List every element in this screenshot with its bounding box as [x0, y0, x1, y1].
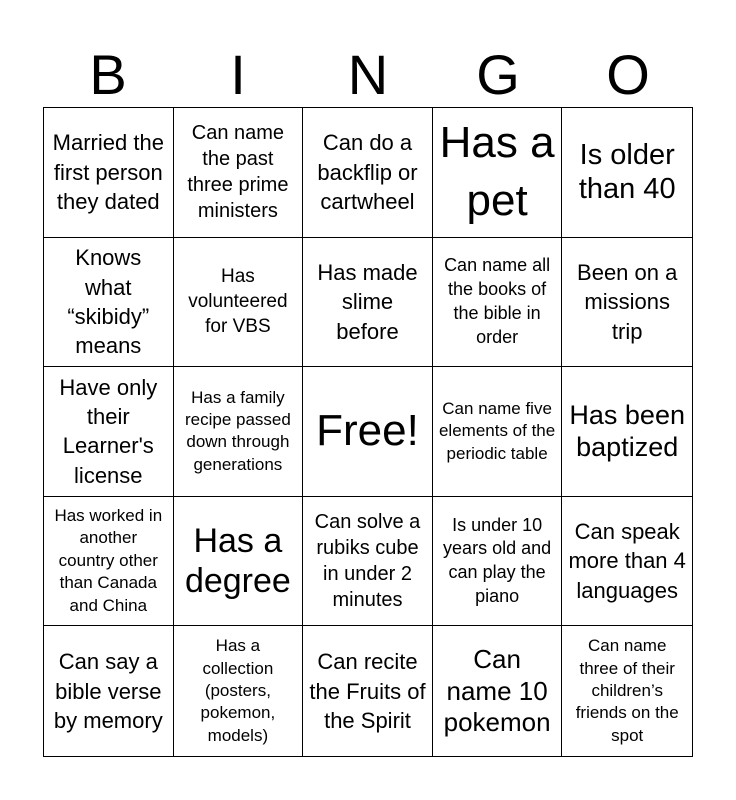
bingo-header [43, 40, 693, 110]
bingo-cell-text: Free! [316, 406, 419, 456]
bingo-cell-text: Has made slime before [317, 260, 418, 344]
bingo-cell-text: Been on a missions trip [577, 260, 678, 344]
header-letter-i: I [230, 43, 246, 106]
bingo-cell-text: Has a degree [184, 521, 291, 601]
bingo-cell-r4-c2[interactable] [174, 497, 304, 627]
bingo-cell-text: Has a family recipe passed down through generations [184, 387, 291, 474]
bingo-cell-r1-c4[interactable] [433, 108, 563, 238]
bingo-cell-text: Has worked in another country other than Canada and China [54, 506, 163, 615]
bingo-cell-text: Can name all the books of the bible in order [444, 255, 551, 347]
bingo-cell-r5-c3[interactable] [303, 626, 433, 756]
header-letter-b: B [89, 43, 127, 106]
bingo-cell-r3-c5[interactable] [562, 367, 692, 497]
bingo-cell-r3-c1[interactable] [44, 367, 174, 497]
bingo-cell-text: Is under 10 years old and can play the piano [443, 514, 552, 606]
bingo-cell-r2-c3[interactable] [303, 238, 433, 368]
bingo-cell-text: Has a collection (posters, pokemon, models) [200, 636, 276, 745]
bingo-cell-r2-c4[interactable] [433, 238, 563, 368]
bingo-cell-r4-c5[interactable] [562, 497, 692, 627]
bingo-cell-text: Can say a bible verse by memory [53, 649, 163, 733]
bingo-cell-r1-c5[interactable] [562, 108, 692, 238]
bingo-cell-r4-c4[interactable] [433, 497, 563, 627]
bingo-cell-r4-c1[interactable] [44, 497, 174, 627]
bingo-cell-text: Married the first person they dated [52, 130, 164, 214]
bingo-cell-r3-c2[interactable] [174, 367, 304, 497]
bingo-cell-text: Have only their Learner's license [59, 374, 158, 488]
bingo-cell-r2-c5[interactable] [562, 238, 692, 368]
bingo-cell-r4-c3[interactable] [303, 497, 433, 627]
bingo-cell-r1-c1[interactable] [44, 108, 174, 238]
bingo-cell-text: Has been baptized [569, 400, 685, 463]
bingo-cell-free[interactable] [303, 367, 433, 497]
bingo-cell-r5-c1[interactable] [44, 626, 174, 756]
bingo-cell-r5-c4[interactable] [433, 626, 563, 756]
bingo-cell-r1-c3[interactable] [303, 108, 433, 238]
bingo-cell-r3-c4[interactable] [433, 367, 563, 497]
bingo-board [43, 107, 693, 757]
header-letter-o: O [606, 43, 650, 106]
bingo-cell-r1-c2[interactable] [174, 108, 304, 238]
bingo-cell-text: Knows what “skibidy” means [67, 245, 150, 359]
bingo-cell-text: Can name the past three prime ministers [187, 122, 289, 223]
bingo-cell-text: Can name five elements of the periodic table [438, 398, 556, 463]
header-letter-n: N [347, 43, 389, 106]
bingo-cell-text: Has a pet [439, 118, 555, 226]
bingo-cell-r5-c2[interactable] [174, 626, 304, 756]
bingo-cell-text: Can do a backflip or cartwheel [317, 130, 418, 214]
header-letter-g: G [476, 43, 520, 106]
bingo-cell-text: Can solve a rubiks cube in under 2 minutes [314, 511, 421, 612]
bingo-cell-r2-c1[interactable] [44, 238, 174, 368]
bingo-cell-text: Can name three of their children’s friends on the spot [575, 636, 679, 745]
bingo-cell-r5-c5[interactable] [562, 626, 692, 756]
bingo-cell-text: Can name 10 pokemon [443, 644, 551, 737]
bingo-cell-text: Can recite the Fruits of the Spirit [309, 649, 426, 733]
bingo-cell-text: Has volunteered for VBS [188, 266, 288, 338]
bingo-cell-text: Can speak more than 4 languages [568, 519, 686, 603]
bingo-cell-r2-c2[interactable] [174, 238, 304, 368]
bingo-cell-text: Is older than 40 [578, 138, 676, 206]
